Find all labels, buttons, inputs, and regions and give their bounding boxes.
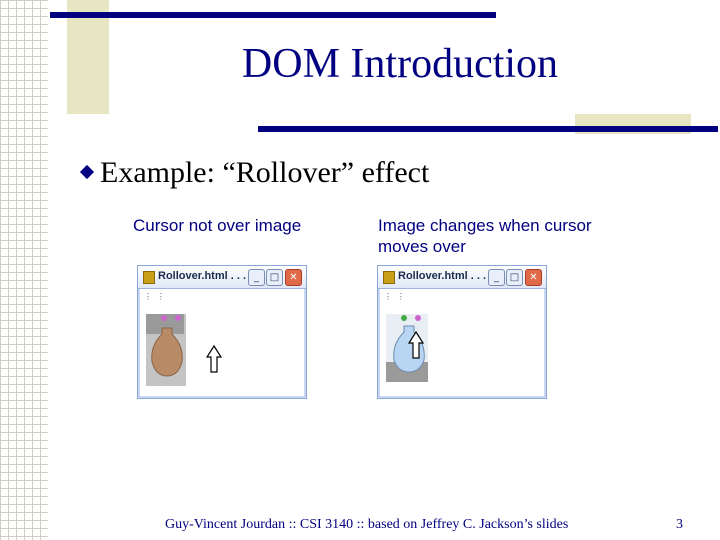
cursor-arrow-icon xyxy=(204,344,224,374)
maximize-button[interactable]: □ xyxy=(266,269,283,286)
grid-strip-decoration xyxy=(0,0,48,540)
minimize-button[interactable]: _ xyxy=(488,269,505,286)
address-stub: ⋮ ⋮ xyxy=(384,292,405,301)
maximize-button[interactable]: □ xyxy=(506,269,523,286)
window-title: Rollover.html . . . xyxy=(398,270,487,282)
vase-image xyxy=(378,266,546,398)
bullet-text: Example: “Rollover” effect xyxy=(100,156,430,189)
browser-window-before xyxy=(137,265,307,399)
title-underline-bar xyxy=(258,126,718,132)
top-accent-bar xyxy=(50,12,496,18)
close-button[interactable]: ✕ xyxy=(525,269,542,286)
page-number: 3 xyxy=(676,517,683,532)
bullet-item xyxy=(80,156,429,190)
caption-left: Cursor not over image xyxy=(133,216,302,235)
browser-window-after xyxy=(377,265,547,399)
cursor-arrow-icon xyxy=(406,330,426,360)
diamond-bullet-icon xyxy=(80,165,94,179)
caption-right: Image changes when cursor moves over xyxy=(378,216,592,256)
address-stub: ⋮ ⋮ xyxy=(144,292,165,301)
slide-title: DOM Introduction xyxy=(241,41,559,87)
close-button[interactable]: ✕ xyxy=(285,269,302,286)
minimize-button[interactable]: _ xyxy=(248,269,265,286)
vase-image xyxy=(138,266,306,398)
window-title: Rollover.html . . . xyxy=(158,270,247,282)
slide-footer: Guy-Vincent Jourdan :: CSI 3140 :: based on Jeffrey C. Jackson’s slides xyxy=(165,517,569,532)
